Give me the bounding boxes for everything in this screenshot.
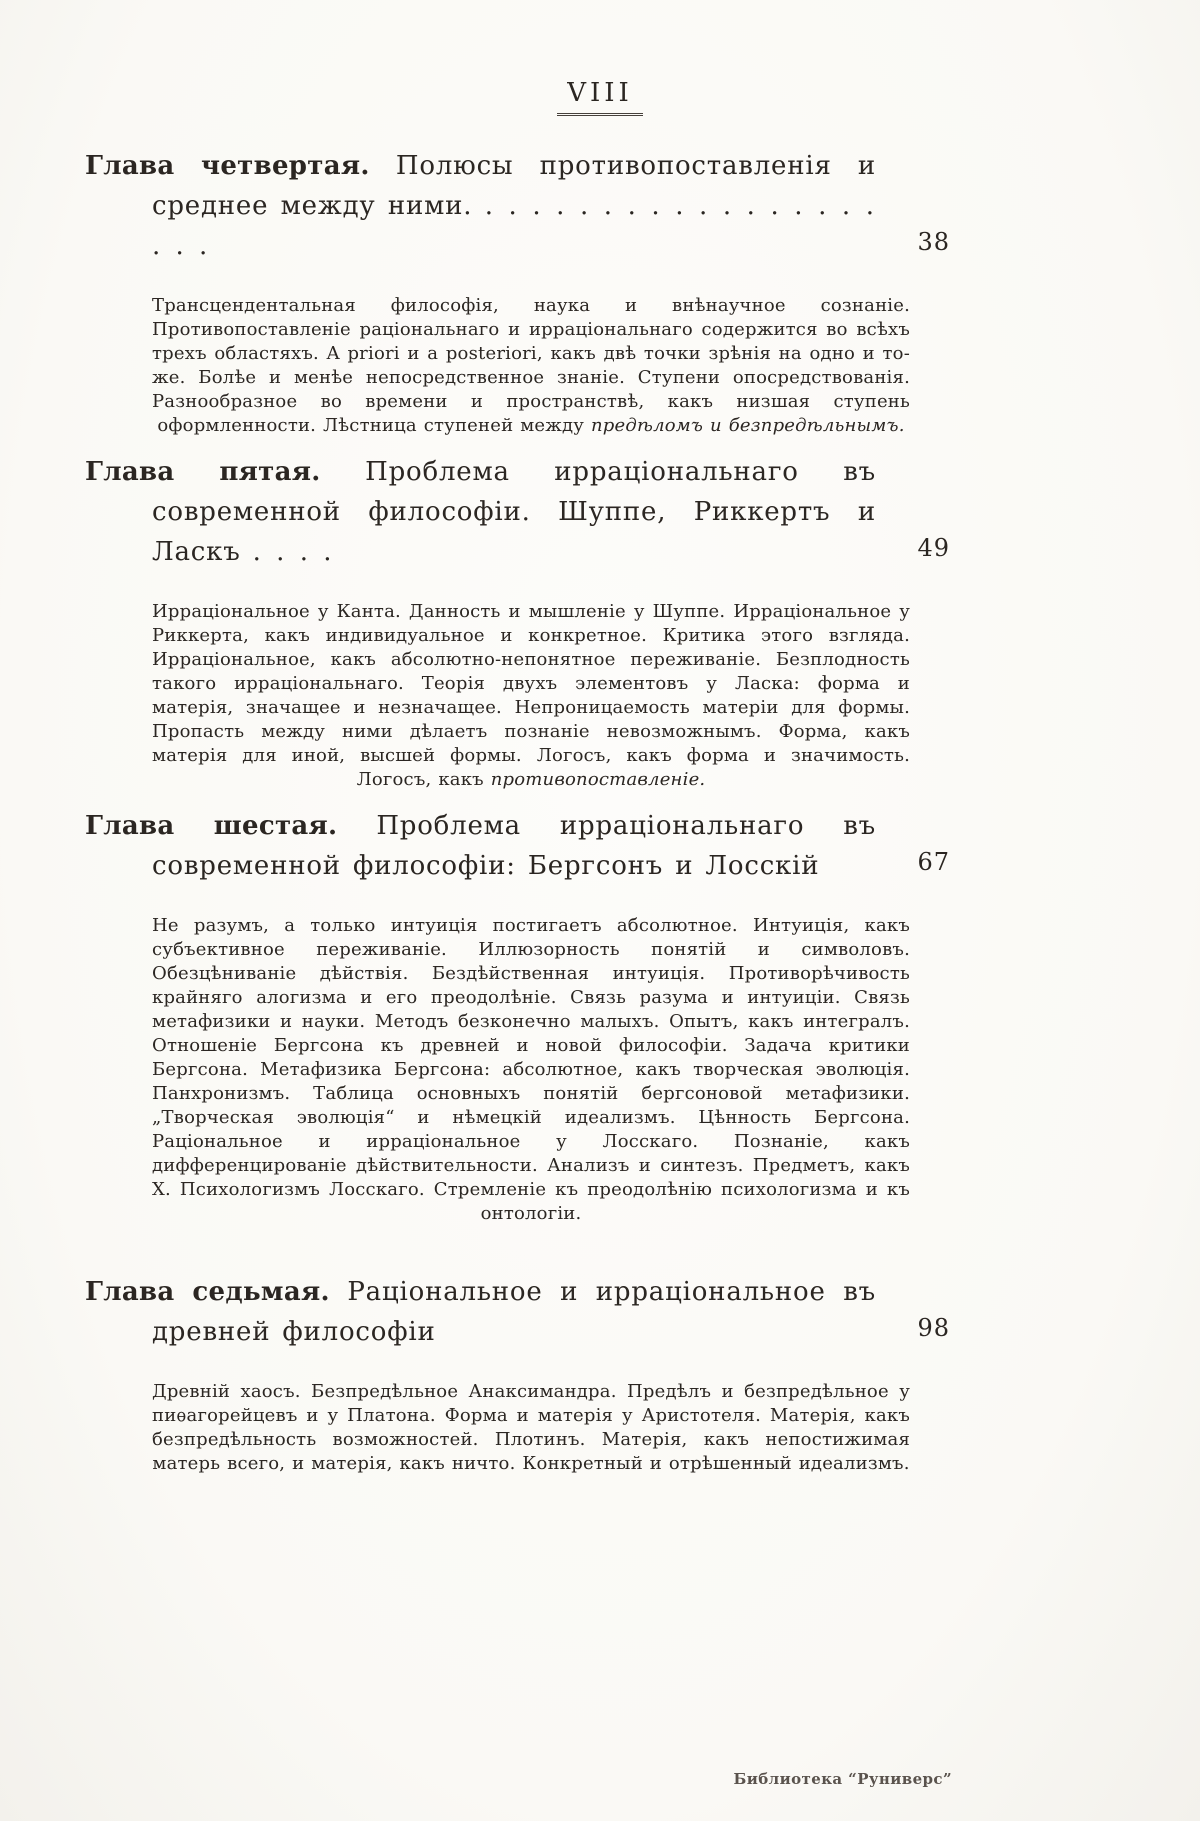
- chapter-page-number: 49: [917, 534, 950, 562]
- chapter-label: Глава седьмая.: [85, 1277, 330, 1307]
- toc-entry-chapter-5: [85, 452, 950, 792]
- chapter-label: Глава четвертая.: [85, 151, 370, 181]
- chapter-summary: [152, 294, 910, 438]
- dot-leader: . . . .: [252, 537, 334, 567]
- toc-entry-heading: [85, 452, 950, 572]
- chapter-page-number: 67: [917, 848, 950, 876]
- toc-entry-chapter-6: [85, 806, 950, 1226]
- summary-italic-text: противопоставленіе.: [490, 769, 706, 790]
- chapter-summary: [152, 914, 910, 1226]
- toc-entry-heading: [85, 806, 950, 886]
- toc-entry-chapter-7: [85, 1272, 950, 1476]
- toc-entry-heading: [85, 146, 950, 266]
- chapter-title: Проблема ирраціональнаго въ современной философіи: Бергсонъ и Лосскій: [152, 811, 876, 881]
- dot-leader: . . . . . . . . . . . . . . . . . . . .: [152, 191, 876, 261]
- chapter-summary: [152, 1380, 910, 1476]
- toc-entry-heading: [85, 1272, 950, 1352]
- chapter-title: Раціональное и ирраціональное въ древней философіи: [152, 1277, 876, 1347]
- chapter-summary: [152, 600, 910, 792]
- chapter-label: Глава шестая.: [85, 811, 338, 841]
- chapter-label: Глава пятая.: [85, 457, 321, 487]
- page-folio: [0, 78, 1200, 116]
- summary-text: Древній хаосъ. Безпредѣльное Анаксимандра. Предѣлъ и безпредѣльное у пиѳагорейцевъ и у Платона. Форма и матерія у Аристотеля. Матерія, какъ безпредѣльность возможностей. Плотинъ. Матерія, какъ непостижимая матерь всего, и матерія, какъ ничто. Конкретный и отрѣшенный идеализмъ.: [152, 1381, 910, 1474]
- summary-text: Трансцендентальная философія, наука и внѣнаучное сознаніе. Противопоставленіе раціональнаго и ирраціональнаго содержится во всѣхъ трехъ областяхъ. A priori и a posteriori, какъ двѣ точки зрѣнія на одно и то-же. Болѣе и менѣе непосредственное знаніе. Ступени опосредствованія. Разнообразное во времени и пространствѣ, какъ низшая ступень оформленности. Лѣстница ступеней между: [152, 295, 910, 436]
- summary-text: Не разумъ, а только интуиція постигаетъ абсолютное. Интуиція, какъ субъективное переживаніе. Иллюзорность понятій и символовъ. Обезцѣниваніе дѣйствія. Бездѣйственная интуиція. Противорѣчивость крайняго алогизма и его преодолѣніе. Связь разума и интуиціи. Связь метафизики и науки. Методъ безконечно малыхъ. Опытъ, какъ интегралъ. Отношеніе Бергсона къ древней и новой философіи. Задача критики Бергсона. Метафизика Бергсона: абсолютное, какъ творческая эволюція. Панхронизмъ. Таблица основныхъ понятій бергсоновой метафизики. „Творческая эволюція“ и нѣмецкій идеализмъ. Цѣнность Бергсона. Раціональное и ирраціональное у Лосскаго. Познаніе, какъ дифференцированіе дѣйствительности. Анализъ и синтезъ. Предметъ, какъ X. Психологизмъ Лосскаго. Стремленіе къ преодолѣнію психологизма и къ онтологіи.: [152, 915, 910, 1224]
- chapter-page-number: 98: [917, 1314, 950, 1342]
- summary-italic-text: предѣломъ и безпредѣльнымъ.: [591, 415, 905, 436]
- chapter-title: Полюсы противопоставленія и среднее между ними.: [152, 151, 876, 221]
- chapter-page-number: 38: [917, 228, 950, 256]
- summary-text: Ирраціональное у Канта. Данность и мышленіе у Шуппе. Ирраціональное у Риккерта, какъ индивидуальное и конкретное. Критика этого взгляда. Ирраціональное, какъ абсолютно-непонятное переживаніе. Безплодность такого ирраціональнаго. Теорія двухъ элементовъ у Ласка: форма и матерія, значащее и незначащее. Непроницаемость матеріи для формы. Пропасть между ними дѣлаетъ познаніе невозможнымъ. Форма, какъ матерія для иной, высшей формы. Логосъ, какъ форма и значимость. Логосъ, какъ: [152, 601, 910, 790]
- toc-entry-chapter-4: [85, 146, 950, 438]
- library-watermark: Библиотека “Руниверс”: [733, 1770, 952, 1788]
- folio-number: VIII: [557, 78, 643, 116]
- chapter-title: Проблема ирраціональнаго въ современной философіи. Шуппе, Риккертъ и Ласкъ: [152, 457, 876, 567]
